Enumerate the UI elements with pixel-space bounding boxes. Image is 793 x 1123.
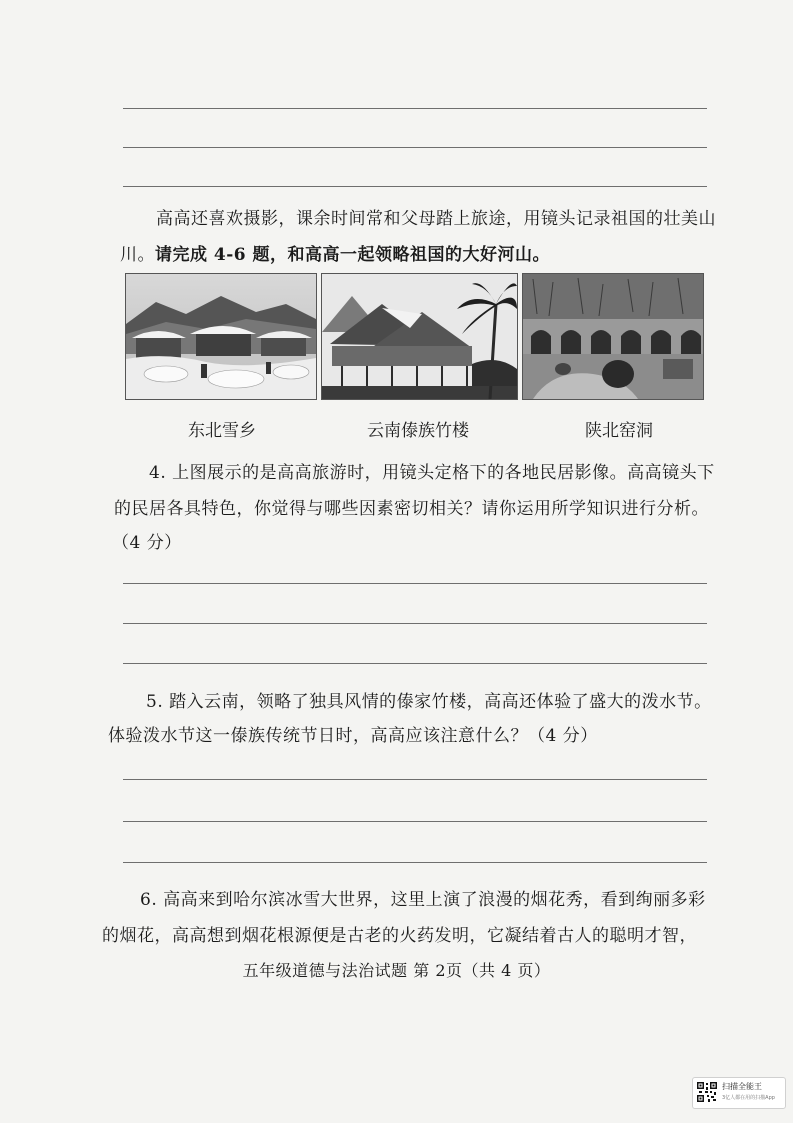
page-footer: 五年级道德与法治试题 第 2页（共 4 页）	[242, 961, 551, 980]
answer-line[interactable]	[123, 583, 707, 584]
q4-score: （4 分）	[112, 533, 182, 553]
q6-line-1: 6. 高高来到哈尔滨冰雪大世界，这里上演了浪漫的烟花秀，看到绚丽多彩	[140, 890, 706, 910]
photo-caption: 陕北窑洞	[585, 421, 653, 441]
answer-line[interactable]	[123, 186, 707, 187]
intro-line-1: 高高还喜欢摄影，课余时间常和父母踏上旅途，用镜头记录祖国的壮美山	[156, 209, 716, 229]
answer-line[interactable]	[123, 623, 707, 624]
photo-caption: 东北雪乡	[188, 421, 256, 441]
intro-instruction: 请完成 4-6 题，和高高一起领略祖国的大好河山。	[155, 245, 551, 265]
q5-line-2: 体验泼水节这一傣族传统节日时，高高应该注意什么？（4 分）	[108, 726, 598, 746]
intro-line-2	[120, 240, 550, 265]
q5-line-1: 5. 踏入云南，领略了独具风情的傣家竹楼，高高还体验了盛大的泼水节。	[146, 692, 712, 712]
answer-line[interactable]	[123, 108, 707, 109]
q6-line-2: 的烟花，高高想到烟花根源便是古老的火药发明，它凝结着古人的聪明才智，	[102, 926, 697, 946]
qr-code-icon	[696, 1081, 718, 1103]
q4-line-2: 的民居各具特色，你觉得与哪些因素密切相关？请你运用所学知识进行分析。	[114, 499, 709, 519]
cave-dwelling-photo	[522, 273, 704, 400]
q4-line-1: 4. 上图展示的是高高旅游时，用镜头定格下的各地民居影像。高高镜头下	[149, 463, 715, 483]
photo-caption: 云南傣族竹楼	[367, 421, 469, 441]
scanner-badge	[692, 1077, 786, 1109]
scanner-app-name: 扫描全能王	[722, 1082, 762, 1091]
answer-line[interactable]	[123, 663, 707, 664]
bamboo-house-photo	[321, 273, 518, 400]
answer-line[interactable]	[123, 821, 707, 822]
answer-line[interactable]	[123, 147, 707, 148]
answer-line[interactable]	[123, 779, 707, 780]
intro-line-2-plain: 川。	[120, 245, 155, 265]
answer-line[interactable]	[123, 862, 707, 863]
snow-village-photo	[125, 273, 317, 400]
scanner-app-tagline: 3亿人都在用的扫描App	[722, 1095, 775, 1101]
